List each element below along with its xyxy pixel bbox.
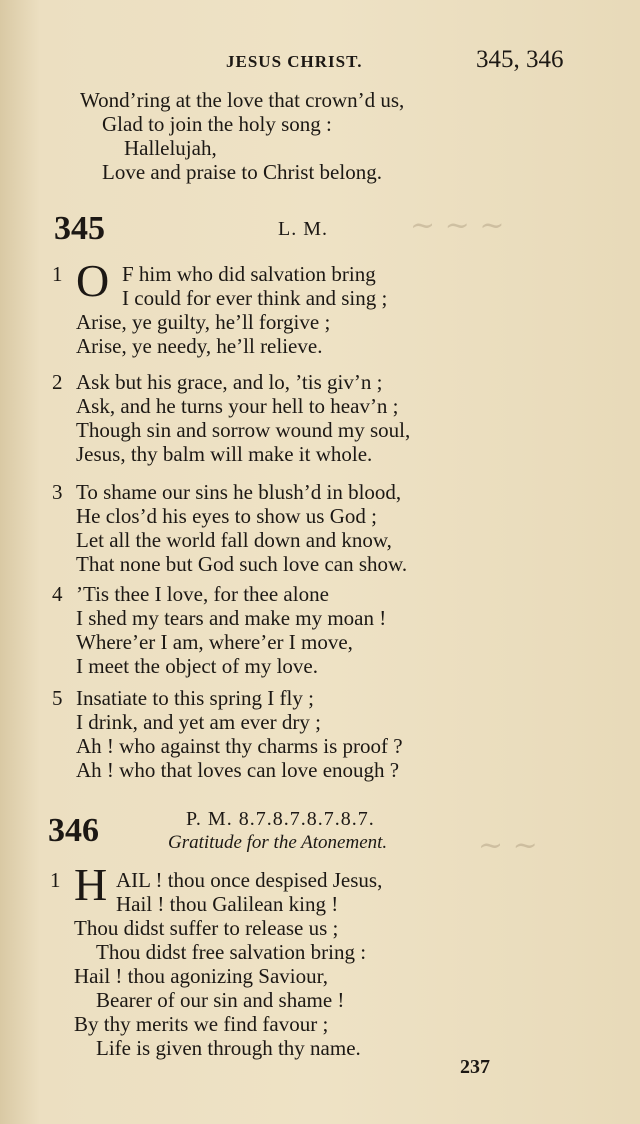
- verse-line: Hail ! thou Galilean king !: [116, 892, 339, 916]
- verse-line: ’Tis thee I love, for thee alone: [76, 582, 329, 606]
- hymn-number: 345: [54, 210, 105, 247]
- verse-number: 5: [52, 686, 63, 710]
- continuation-line: Hallelujah,: [124, 136, 217, 160]
- drop-cap: O: [76, 255, 110, 306]
- verse-line: Where’er I am, where’er I move,: [76, 630, 353, 654]
- verse-line: Bearer of our sin and shame !: [96, 988, 345, 1012]
- hymn-subtitle: Gratitude for the Atonement.: [168, 832, 388, 853]
- verse-line: Arise, ye guilty, he’ll forgive ;: [76, 310, 331, 334]
- continuation-line: Love and praise to Christ belong.: [102, 160, 382, 184]
- verse-line: F him who did salvation bring: [122, 262, 376, 286]
- faint-handwriting: ~ ~ ~: [410, 208, 505, 243]
- page-range: 345, 346: [476, 46, 564, 73]
- verse-line: Life is given through thy name.: [96, 1036, 361, 1060]
- verse-line: Thou didst suffer to release us ;: [74, 916, 339, 940]
- verse-line: Hail ! thou agonizing Saviour,: [74, 964, 329, 988]
- verse-line: Jesus, thy balm will make it whole.: [76, 442, 373, 466]
- verse-line: Ask, and he turns your hell to heav’n ;: [76, 394, 399, 418]
- hymn-number: 346: [48, 812, 99, 849]
- verse-line: Ask but his grace, and lo, ’tis giv’n ;: [76, 370, 383, 394]
- verse-line: Ah ! who against thy charms is proof ?: [76, 734, 403, 758]
- faint-handwriting: ~ ~: [478, 828, 538, 863]
- hymn-meter: L. M.: [278, 218, 328, 240]
- verse-line: By thy merits we find favour ;: [74, 1012, 329, 1036]
- verse-number: 2: [52, 370, 63, 394]
- verse-line: I could for ever think and sing ;: [122, 286, 388, 310]
- verse-line: Though sin and sorrow wound my soul,: [76, 418, 411, 442]
- continuation-line: Glad to join the holy song :: [102, 112, 332, 136]
- hymn-meter: P. M. 8.7.8.7.8.7.8.7.: [186, 808, 375, 830]
- verse-line: Let all the world fall down and know,: [76, 528, 392, 552]
- verse-line: AIL ! thou once despised Jesus,: [116, 868, 383, 892]
- verse-number: 1: [52, 262, 63, 286]
- running-title: JESUS CHRIST.: [226, 52, 363, 71]
- continuation-line: Wond’ring at the love that crown’d us,: [80, 88, 405, 112]
- verse-line: Insatiate to this spring I fly ;: [76, 686, 314, 710]
- verse-line: Arise, ye needy, he’ll relieve.: [76, 334, 323, 358]
- verse-line: I drink, and yet am ever dry ;: [76, 710, 321, 734]
- verse-line: Thou didst free salvation bring :: [96, 940, 367, 964]
- verse-line: To shame our sins he blush’d in blood,: [76, 480, 402, 504]
- verse-number: 1: [50, 868, 61, 892]
- verse-number: 3: [52, 480, 63, 504]
- verse-line: I meet the object of my love.: [76, 654, 319, 678]
- verse-line: That none but God such love can show.: [76, 552, 408, 576]
- verse-line: He clos’d his eyes to show us God ;: [76, 504, 377, 528]
- verse-line: Ah ! who that loves can love enough ?: [76, 758, 400, 782]
- verse-line: I shed my tears and make my moan !: [76, 606, 387, 630]
- page-number: 237: [460, 1056, 490, 1078]
- verse-number: 4: [52, 582, 63, 606]
- drop-cap: H: [74, 859, 108, 910]
